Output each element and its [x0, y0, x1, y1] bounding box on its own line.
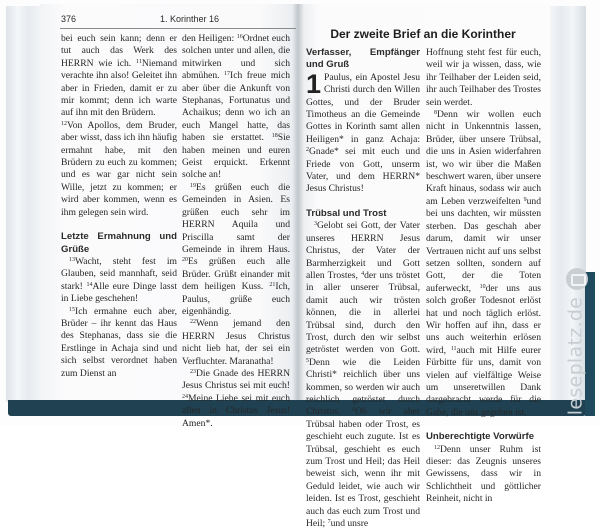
chapter-number: 1	[306, 68, 322, 99]
verse-text: $^3$Gelobt sei Gott, der Vater unseres HERRN Jesus Christus, der Vater der Barmherzigkeit und Gott allen Trostes, $^4$der uns tröstet in aller unserer Trübsal, damit auch wir trösten können, die in allerlei Trübsal sind, durch den Trost, durch den wir selbst getröstet werden von Gott. $^5$Denn wie die Leiden Christi* reichlich über uns kommen, so werden wir auch reichlich getröstet durch Christus. $^6$Ob wir aber Trübsal haben oder Trost, es geschieht euch zugute. Ist es Trübsal, geschieht es euch zum Trost und Heil; das Heil beweist sich, wenn ihr mit Geduld leidet, wie auch wir leiden. Ist es Trost, geschieht auch das euch zum Trost und Heil; $^7$und unsre	[306, 220, 420, 530]
book-title: Der zweite Brief an die Korinther	[330, 27, 516, 41]
page-number: 376	[61, 14, 77, 24]
header-rule	[60, 28, 296, 29]
verse-text: $^{22}$Wenn jemand den HERRN Jesus Christus nicht lieb hat, der sei ein Verfluchter. Maranatha!	[182, 318, 290, 367]
verse-text: $^{23}$Die Gnade des HERRN Jesus Christus sei mit euch! $^{24}$Meine Liebe sei mit euch allen in Christus Jesus! Amen*.	[182, 367, 290, 429]
section-heading: Verfasser, Empfänger und Gruß	[306, 47, 420, 71]
left-column-2	[182, 33, 290, 430]
verse-text: den Heiligen: $^{16}$Ordnet euch solchen unter und allen, die mitwirken und sich abmühen. $^{17}$Ich freue mich aber über die Ankunft von Stephanas, Fortunatus und Achaikus; denn wo ich an euch Mangel hatte, das haben sie erstattet. $^{18}$Sie haben meinen und euren Geist erquickt. Erkennt solche an!	[182, 33, 291, 181]
verse-text: $^{12}$Von Apollos, dem Bruder, aber wisst, dass ich ihn häufig ermahnt habe, mit den Brüdern zu euch zu kommen; und es war gar nicht sein Wille, jetzt zu kommen; er wird aber kommen, wenn es ihm gelegen sein wird.	[61, 119, 177, 218]
verse-text: $^{19}$Es grüßen euch die Gemeinden in Asien. Es grüßen euch sehr im HERRN Aquila und Priscilla samt der Gemeinde in ihrem Haus. $^{20}$Es grüßen euch alle Brüder. Grüßt einander mit dem heiligen Kuss. $^{21}$Ich, Paulus, grüße euch eigenhändig.	[182, 181, 290, 317]
section-heading: Trübsal und Trost	[306, 207, 387, 219]
watermark-text: leseplatz.de	[564, 296, 587, 416]
verse-text: bei euch sein kann; denn er tut auch das Werk des HERRN wie ich. $^{11}$Niemand verachte ihn also! Geleitet ihn aber in Frieden, damit er zu mir kommt; denn ich warte auf ihn mit den Brüdern.	[61, 33, 177, 119]
verse-text: Hoffnung steht fest für euch, weil wir ja wissen, dass, wie ihr Teilhaber der Leiden seid, ihr auch Teilhaber des Trostes sein werdet.	[426, 47, 541, 108]
verse-text: $^{13}$Wacht, steht fest im Glauben, seid mannhaft, seid stark! $^{14}$Alle eure Dinge lasst in Liebe geschehen!	[61, 255, 177, 305]
verse-text: 1 Paulus, ein Apostel Jesu Christi durch den Willen Gottes, und der Bruder Timotheus an die Gemeinde Gottes in Korinth samt allen Heiligen* in ganz Achaja: $^2$Gnade* sei mit euch und Friede von Gott, unserm Vater, und dem HERRN* Jesus Christus!	[306, 68, 420, 195]
right-column-2	[426, 47, 541, 506]
left-column-1	[61, 33, 177, 380]
verse-text: $^{12}$Denn unser Ruhm ist dieser: das Zeugnis unseres Gewissens, dass wir in Schlichtheit und göttlicher Reinheit, nicht in	[426, 443, 541, 505]
watermark	[560, 275, 590, 415]
book-gutter	[292, 4, 304, 400]
page-edges-left	[6, 6, 44, 402]
running-head: 1. Korinther 16	[160, 14, 220, 24]
right-column-1	[306, 47, 420, 530]
section-heading: Unberechtigte Vorwürfe	[426, 431, 535, 443]
verse-text: $^{15}$Ich ermahne euch aber, Brüder – ihr kennt das Haus des Stephanas, dass sie die Erstlinge in Achaja sind und sich selbst verordnet haben zum Dienst an	[61, 305, 177, 379]
verse-text: $^8$Denn wir wollen euch nicht in Unkenntnis lassen, Brüder, über unsere Trübsal, die uns in Asien widerfahren ist, wo wir über die Maßen beschwert waren, über unsere Kraft hinaus, sodass wir auch am Leben verzweifelten $^9$und bei uns dachten, wir müssten sterben. Das geschah aber darum, damit wir unser Vertrauen nicht auf uns selbst setzen sollten, sondern auf Gott, der die Toten auferweckt, $^{10}$der uns aus solch großer Todesnot erlöst hat und noch täglich erlöst. Wir hoffen auf ihn, dass er uns auch weiterhin erlösen wird, $^{11}$auch mit Hilfe eurer Fürbitte für uns, damit von vielen auf vielfältige Weise um unseretwillen Dank dargebracht werde für die Gabe, die uns gegeben ist.	[426, 109, 542, 418]
section-heading: Letzte Ermahnung und Grüße	[61, 231, 177, 255]
